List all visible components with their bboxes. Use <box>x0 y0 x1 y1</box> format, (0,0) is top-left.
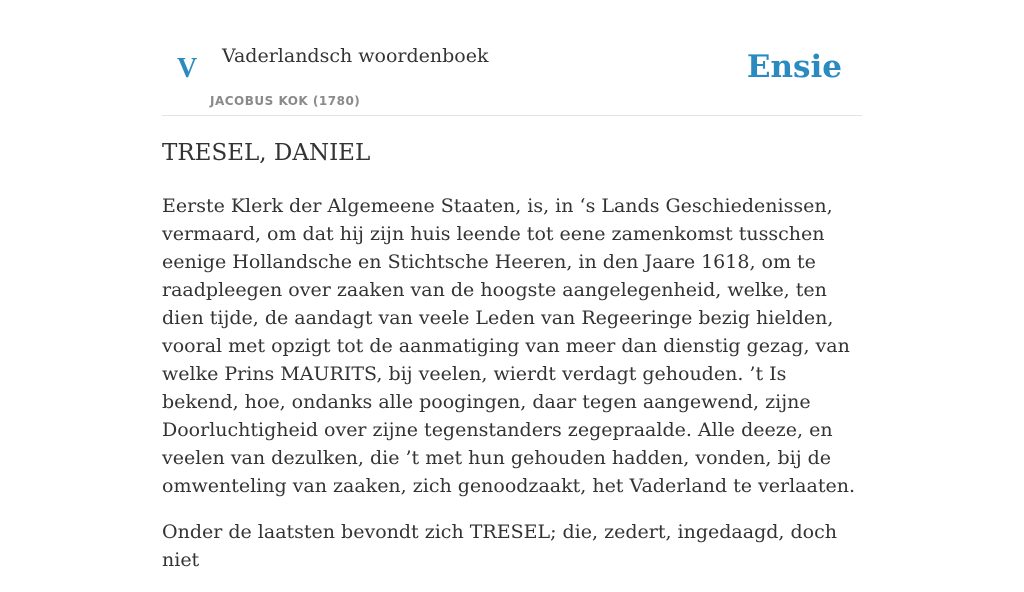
entry-paragraph: Onder de laatsten bevondt zich TRESEL; die, zedert, ingedaagd, doch niet <box>162 521 837 571</box>
ensie-logo-link[interactable]: Ensie <box>746 49 842 85</box>
book-header <box>162 0 862 116</box>
entry-body <box>162 192 862 592</box>
book-title-link[interactable]: Vaderlandsch woordenboek <box>222 45 489 67</box>
entry-title: TRESEL, DANIEL <box>162 140 371 166</box>
page <box>162 0 862 571</box>
entry-paragraph: Eerste Klerk der Algemeene Staaten, is, in ‘s Lands Geschiedenissen, vermaard, om dat hij zijn huis leende tot eene zamenkomst tusschen eenige Hollandsche en Stichtsche Heeren, in den Jaare 1618, om te raadpleegen over zaaken van de hoogste aangelegenheid, welke, ten dien tijde, de aandagt van veele Leden van Regeeringe bezig hielden, vooral met opzigt tot de aanmatiging van meer dan dienstig gezag, van welke Prins MAURITS, bij veelen, wierdt verdagt gehouden. ’t Is bekend, hoe, ondanks alle poogingen, daar tegen aangewend, zijne Doorluchtigheid over zijne tegenstanders zegepraalde. Alle deeze, en veelen van dezulken, die ’t met hun gehouden hadden, vonden, bij de omwenteling van zaaken, zich genoodzaakt, het Vaderland te verlaaten. <box>162 195 855 497</box>
book-author: JACOBUS KOK (1780) <box>210 94 361 108</box>
book-letter-logo[interactable]: V <box>177 53 198 84</box>
